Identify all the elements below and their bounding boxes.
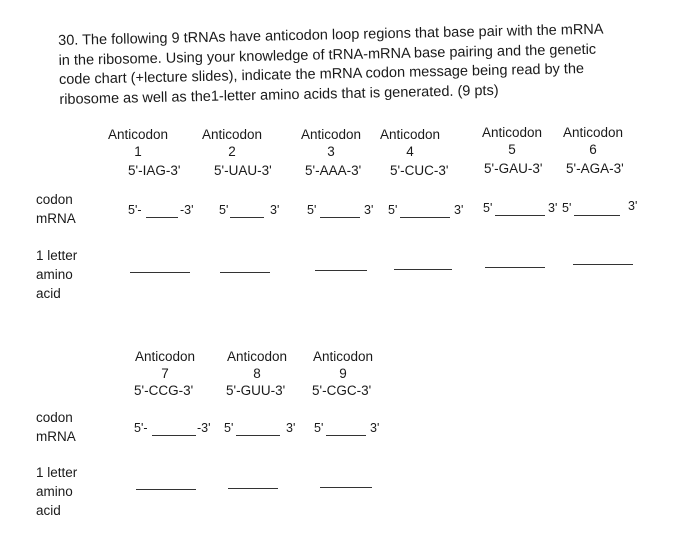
one-letter-label: 1 letter <box>36 465 78 480</box>
anticodon-number: 3 <box>327 144 335 159</box>
anticodon-label: Anticodon <box>108 127 169 142</box>
amino-acid-blank-7[interactable] <box>136 489 196 490</box>
codon-5prime: 5' <box>483 201 493 215</box>
anticodon-label: Anticodon <box>563 125 624 140</box>
codon-5prime: 5' <box>219 203 229 217</box>
anticodon-seq-1: 5'-IAG-3' <box>128 163 181 178</box>
question-line-3: code chart (+lecture slides), indicate the mRNA codon message being read by the <box>58 60 585 88</box>
codon-3prime: 3' <box>370 421 380 435</box>
anticodon-label: Anticodon <box>202 127 263 142</box>
question-line-1: 30. The following 9 tRNAs have anticodon loop regions that base pair with the mRNA <box>58 21 604 49</box>
amino-label: amino <box>36 267 73 282</box>
anticodon-number: 8 <box>253 366 261 381</box>
anticodon-number: 6 <box>589 142 597 157</box>
amino-acid-blank-8[interactable] <box>228 488 278 489</box>
codon-blank-3[interactable] <box>320 217 360 218</box>
anticodon-seq-3: 5'-AAA-3' <box>305 163 362 178</box>
codon-5prime: 5' <box>562 201 572 215</box>
anticodon-seq-2: 5'-UAU-3' <box>214 163 272 178</box>
anticodon-header-3 <box>301 126 361 160</box>
amino-acid-blank-2[interactable] <box>220 272 270 273</box>
amino-label: amino <box>36 484 73 499</box>
anticodon-header-6 <box>563 124 623 158</box>
codon-3prime: -3' <box>180 203 194 217</box>
anticodon-seq-9: 5'-CGC-3' <box>312 383 372 398</box>
anticodon-number: 4 <box>406 144 414 159</box>
codon-3prime: 3' <box>454 203 464 217</box>
codon-5prime: 5' <box>388 203 398 217</box>
anticodon-header-7 <box>135 348 195 382</box>
codon-5prime: 5'- <box>134 421 148 435</box>
acid-label: acid <box>36 503 61 518</box>
anticodon-label: Anticodon <box>380 127 441 142</box>
mrna-label: mRNA <box>36 211 76 226</box>
amino-acid-blank-6[interactable] <box>573 264 633 265</box>
anticodon-header-4 <box>380 126 440 160</box>
codon-3prime: 3' <box>548 201 558 215</box>
anticodon-number: 2 <box>228 144 236 159</box>
codon-3prime: 3' <box>286 421 296 435</box>
codon-blank-5[interactable] <box>495 215 545 216</box>
codon-3prime: 3' <box>364 203 374 217</box>
anticodon-header-9 <box>313 348 373 382</box>
question-text <box>58 19 660 110</box>
anticodon-header-8 <box>227 348 287 382</box>
question-line-2: in the ribosome. Using your knowledge of tRNA-mRNA base pairing and the genetic <box>58 41 597 69</box>
codon-5prime: 5' <box>307 203 317 217</box>
amino-acid-label-2 <box>36 463 77 520</box>
codon-5prime: 5' <box>314 421 324 435</box>
codon-mrna-label-1 <box>36 190 76 228</box>
codon-blank-8[interactable] <box>236 435 280 436</box>
amino-acid-blank-3[interactable] <box>315 270 367 271</box>
anticodon-seq-8: 5'-GUU-3' <box>226 383 286 398</box>
anticodon-label: Anticodon <box>313 349 374 364</box>
codon-blank-1[interactable] <box>146 217 178 218</box>
one-letter-label: 1 letter <box>36 248 78 263</box>
codon-label: codon <box>36 410 73 425</box>
anticodon-seq-4: 5'-CUC-3' <box>390 163 449 178</box>
codon-3prime: -3' <box>197 421 211 435</box>
amino-acid-blank-4[interactable] <box>394 269 452 270</box>
anticodon-number: 7 <box>161 366 169 381</box>
anticodon-number: 1 <box>134 144 142 159</box>
codon-blank-9[interactable] <box>326 435 366 436</box>
anticodon-header-1 <box>108 126 168 160</box>
codon-label: codon <box>36 192 73 207</box>
anticodon-seq-7: 5'-CCG-3' <box>134 383 194 398</box>
anticodon-header-5 <box>482 124 542 158</box>
anticodon-seq-5: 5'-GAU-3' <box>484 161 543 176</box>
codon-3prime: 3' <box>628 199 638 213</box>
codon-5prime: 5'- <box>128 203 142 217</box>
acid-label: acid <box>36 286 61 301</box>
anticodon-label: Anticodon <box>227 349 288 364</box>
anticodon-seq-6: 5'-AGA-3' <box>566 161 624 176</box>
codon-blank-2[interactable] <box>230 217 264 218</box>
codon-3prime: 3' <box>270 203 280 217</box>
anticodon-header-2 <box>202 126 262 160</box>
amino-acid-blank-9[interactable] <box>320 487 372 488</box>
anticodon-label: Anticodon <box>482 125 543 140</box>
amino-acid-blank-5[interactable] <box>485 267 545 268</box>
anticodon-number: 9 <box>339 366 347 381</box>
question-line-4: ribosome as well as the1-letter amino acids that is generated. (9 pts) <box>59 82 499 108</box>
codon-blank-4[interactable] <box>400 217 450 218</box>
mrna-label: mRNA <box>36 429 76 444</box>
amino-acid-label-1 <box>36 246 77 303</box>
anticodon-label: Anticodon <box>301 127 362 142</box>
anticodon-number: 5 <box>508 142 516 157</box>
amino-acid-blank-1[interactable] <box>130 272 190 273</box>
codon-blank-7[interactable] <box>152 435 196 436</box>
codon-mrna-label-2 <box>36 408 76 446</box>
codon-blank-6[interactable] <box>574 215 620 216</box>
anticodon-label: Anticodon <box>135 349 196 364</box>
codon-5prime: 5' <box>224 421 234 435</box>
